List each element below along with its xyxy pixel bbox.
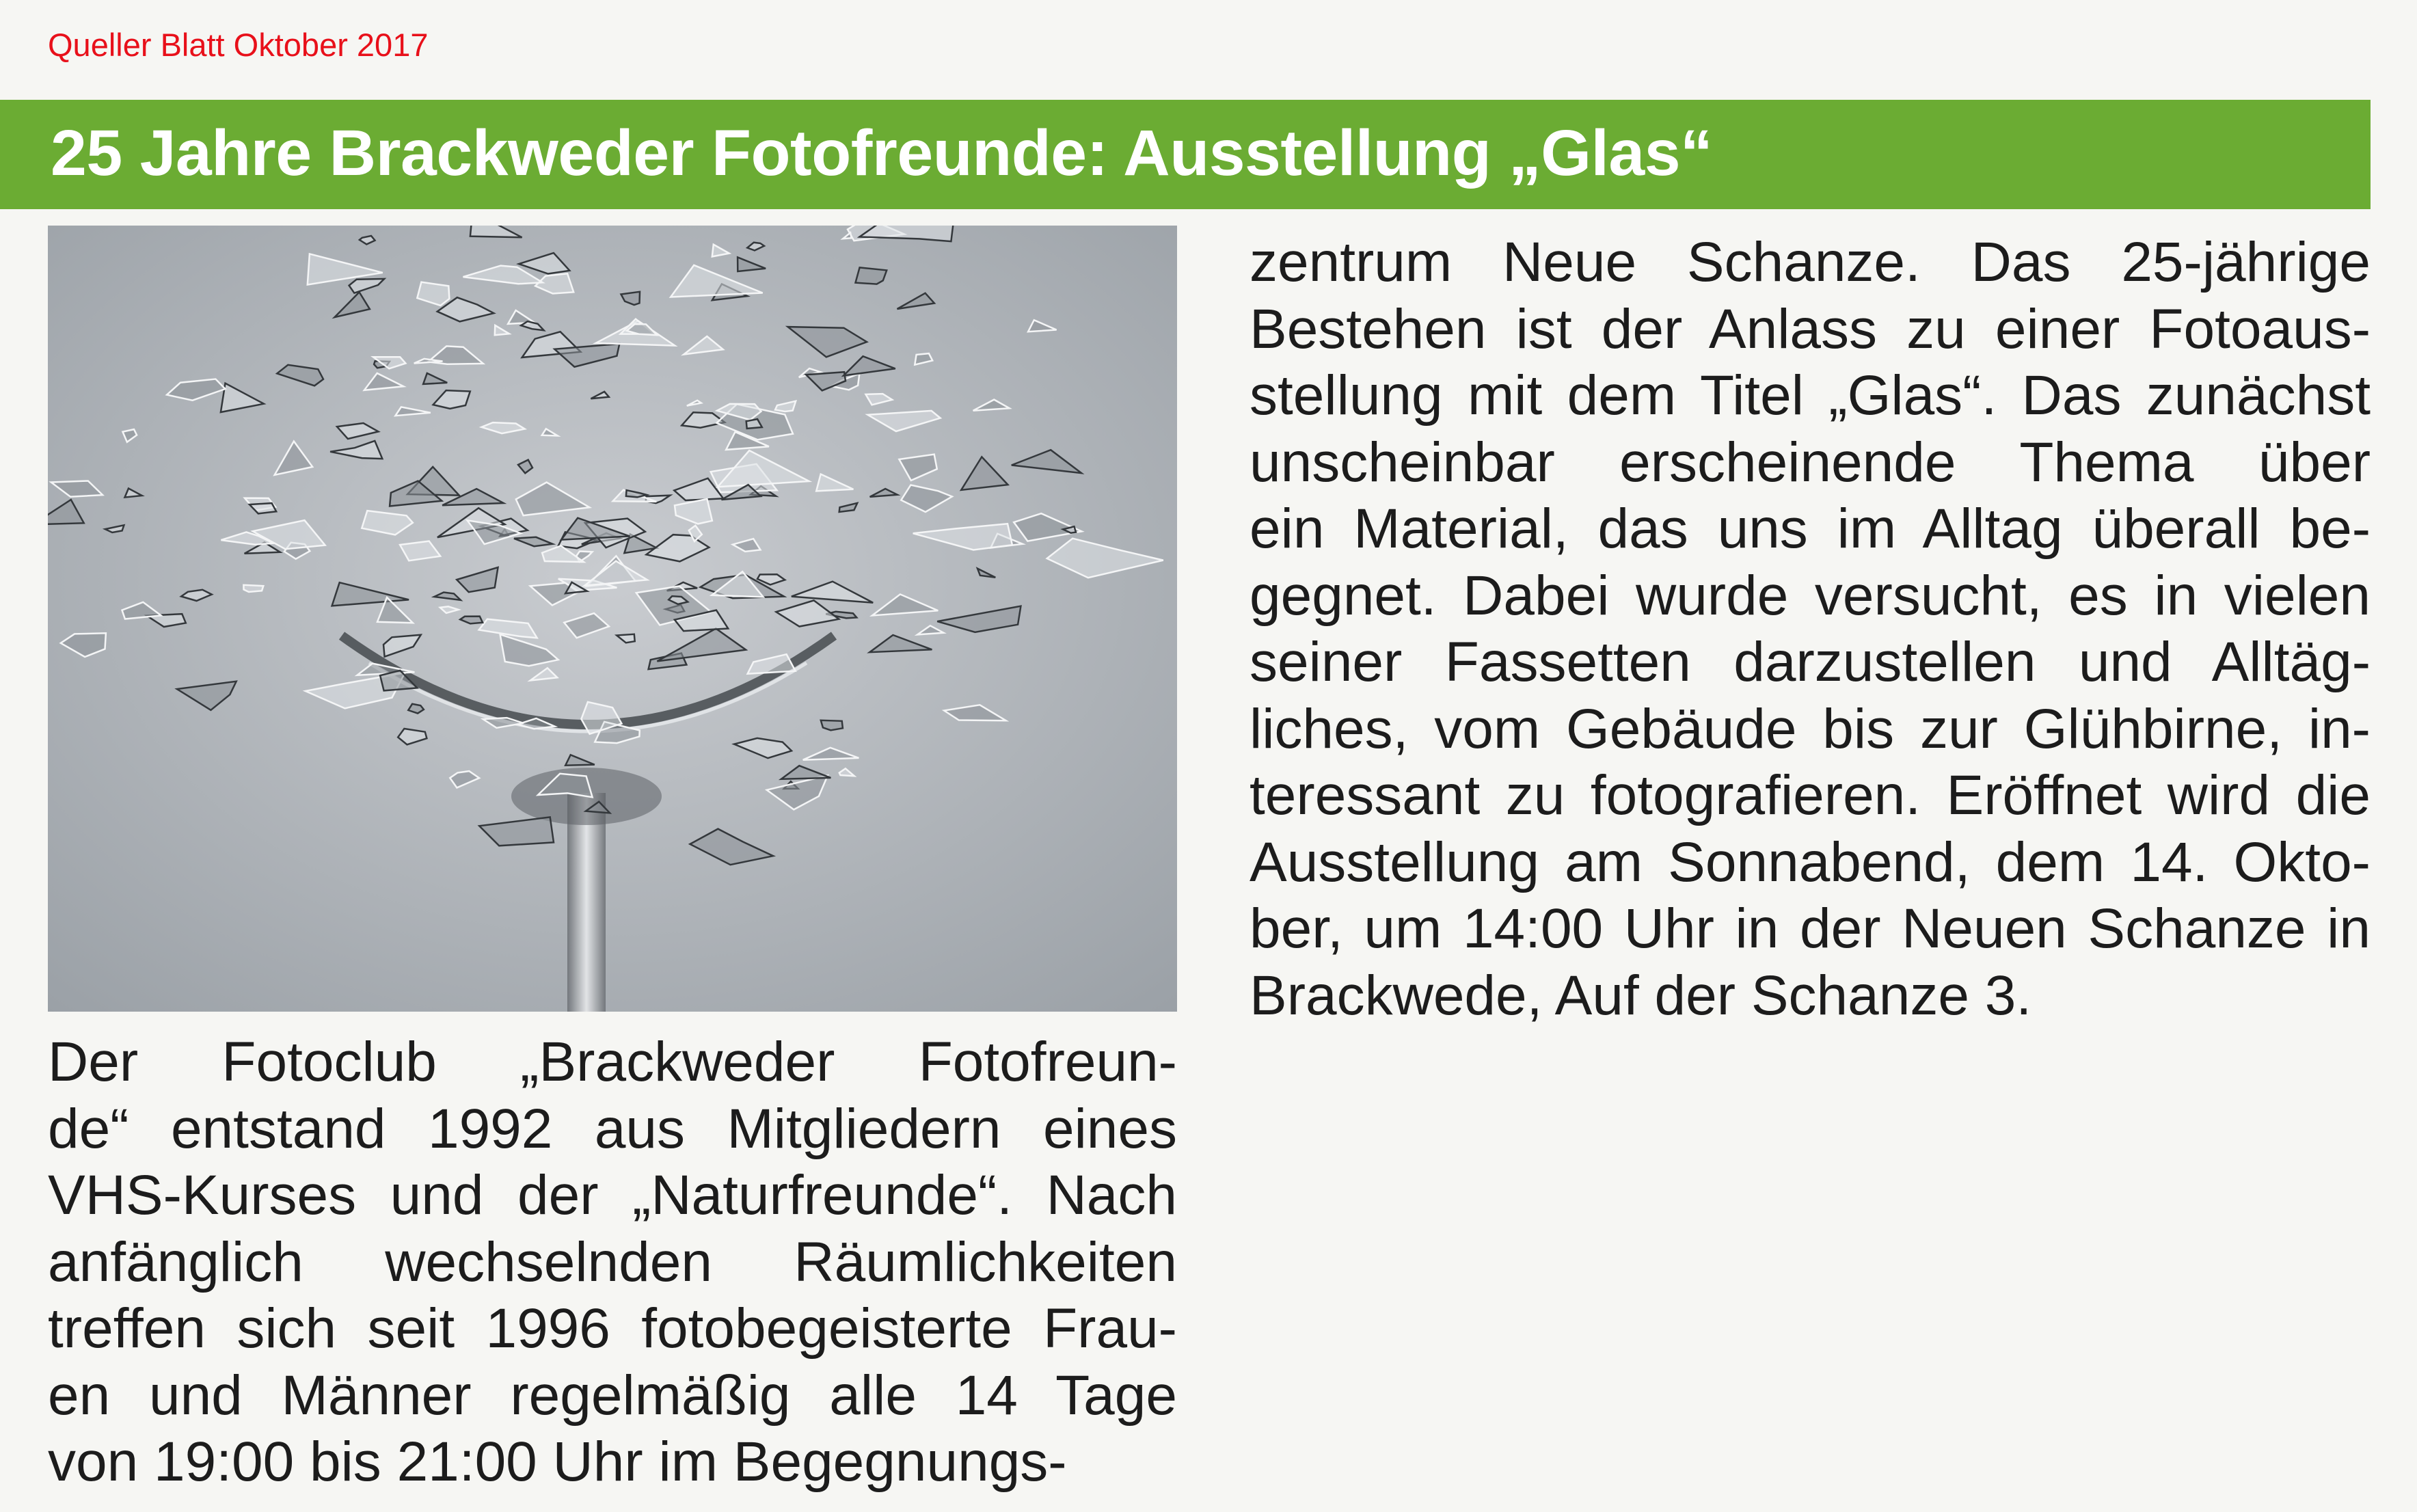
left-column [48, 1029, 1177, 1496]
shattering-wine-glass-photo [48, 226, 1177, 1012]
photo-graphic [48, 226, 1177, 1012]
text-line: unscheinbar erscheinende Thema über [1250, 431, 2371, 494]
text-line: en und Männer regelmäßig alle 14 Tage [48, 1364, 1177, 1427]
source-line: Queller Blatt Oktober 2017 [48, 27, 429, 63]
text-line: treffen sich seit 1996 fotobegeisterte Frau- [48, 1297, 1177, 1360]
text-line: ein Material, das uns im Alltag überall be- [1250, 498, 2371, 560]
text-line: Brackwede, Auf der Schanze 3. [1250, 964, 2032, 1027]
text-line: seiner Fassetten darzustellen und Alltäg- [1250, 631, 2371, 693]
text-line: Bestehen ist der Anlass zu einer Fotoaus- [1250, 297, 2371, 360]
text-line: de“ entstand 1992 aus Mitgliedern eines [48, 1097, 1177, 1160]
text-line: VHS-Kurses und der „Naturfreunde“. Nach [48, 1164, 1177, 1226]
glass-shard [856, 267, 887, 284]
text-line: zentrum Neue Schanze. Das 25-jährige [1250, 231, 2371, 293]
article-headline: 25 Jahre Brackweder Fotofreunde: Ausstellung „Glas“ [51, 117, 1713, 189]
text-line: anfänglich wechselnden Räumlichkeiten [48, 1230, 1177, 1293]
text-line: Der Fotoclub „Brackweder Fotofreun- [48, 1031, 1177, 1093]
text-line: gegnet. Dabei wurde versucht, es in vielen [1250, 564, 2371, 627]
text-line: von 19:00 bis 21:00 Uhr im Begegnungs- [48, 1431, 1067, 1493]
text-line: Ausstellung am Sonnabend, dem 14. Okto- [1250, 831, 2371, 893]
glass-shard [821, 720, 843, 731]
text-line: liches, vom Gebäude bis zur Glühbirne, in- [1250, 697, 2371, 760]
text-line: stellung mit dem Titel „Glas“. Das zunächst [1250, 364, 2371, 427]
text-line: ber, um 14:00 Uhr in der Neuen Schanze in [1250, 897, 2371, 960]
text-line: teressant zu fotografieren. Eröffnet wird die [1250, 764, 2371, 826]
right-column [1250, 229, 2371, 1029]
headline-band [0, 100, 2371, 209]
glass-shard [243, 585, 263, 592]
